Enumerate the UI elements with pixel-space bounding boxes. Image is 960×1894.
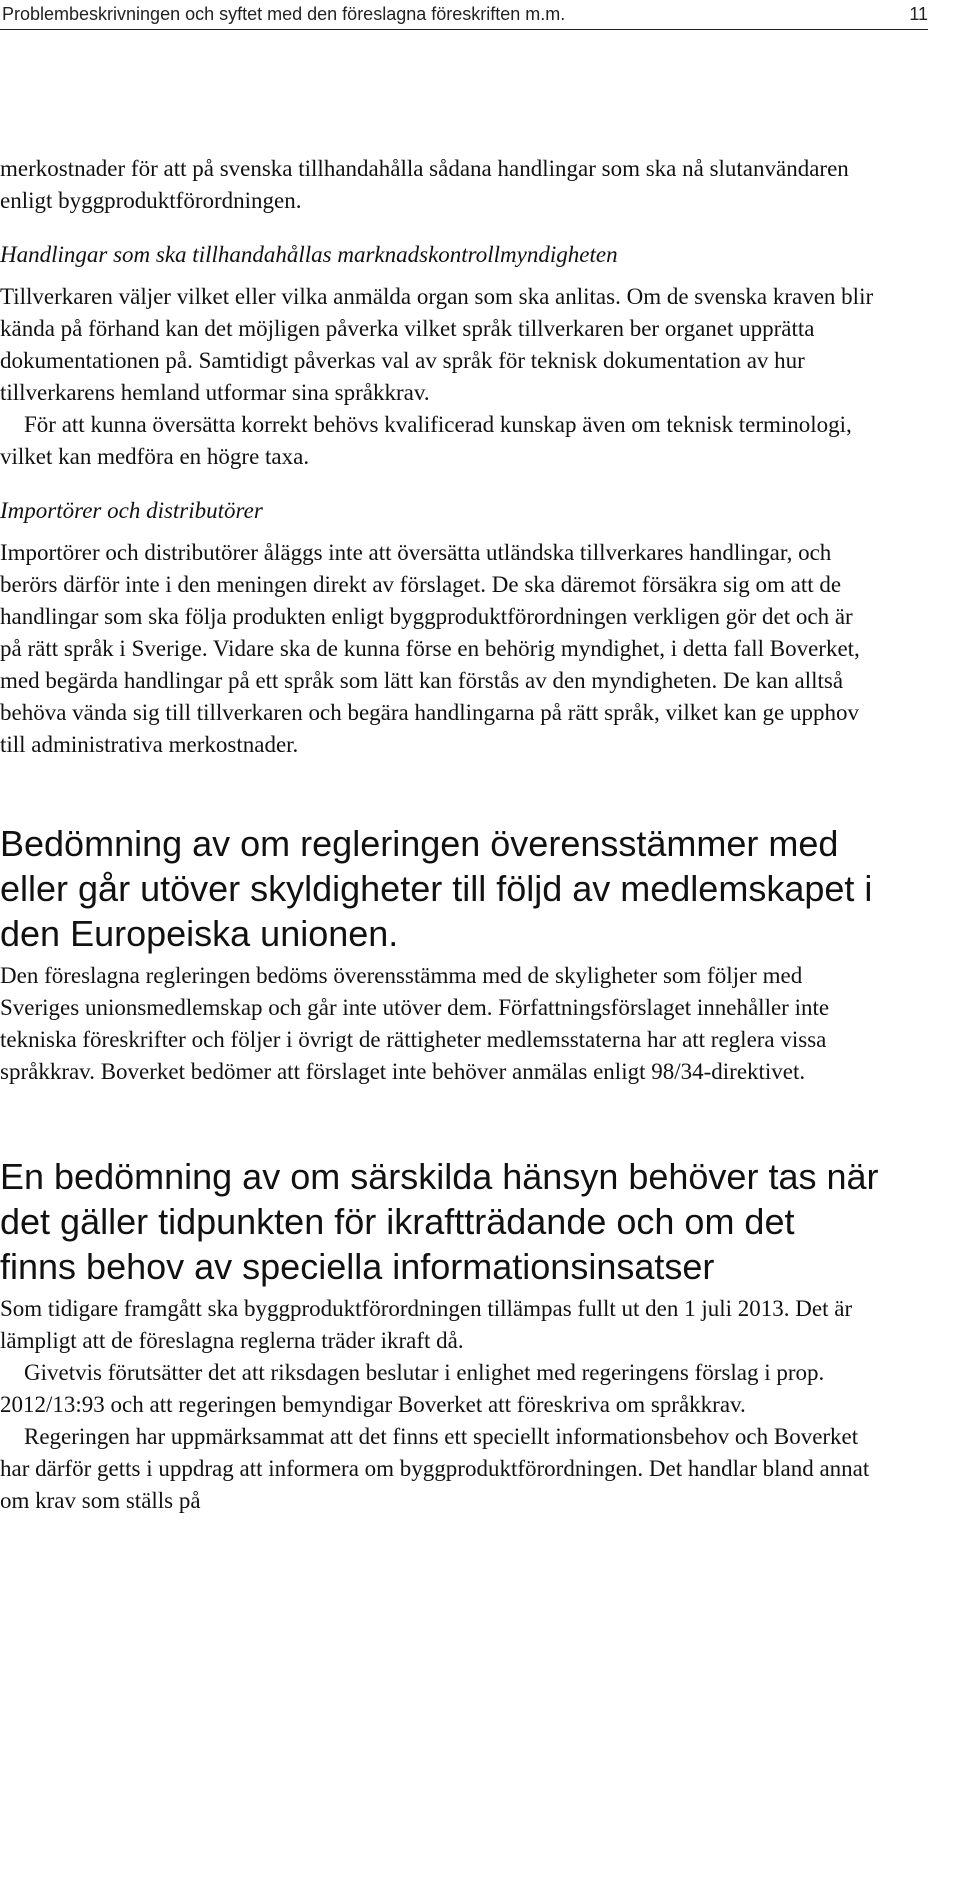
paragraph: Givetvis förutsätter det att riksdagen beslutar i enlighet med regeringens förslag i prop. 2012/13:93 och att regeringen bemyndigar Boverket att föreskriva om språkkrav.: [0, 1360, 825, 1417]
header-rule: [0, 29, 928, 30]
paragraph: För att kunna översätta korrekt behövs kvalificerad kunskap även om teknisk terminologi, vilket kan medföra en högre taxa.: [0, 412, 852, 469]
page-number: 11: [909, 4, 928, 24]
paragraph: Tillverkaren väljer vilket eller vilka anmälda organ som ska anlitas. Om de svenska kraven blir kända på förhand kan det möjligen påverka vilket språk tillverkaren ber organet upprätta dokumentationen på. Samtidigt påverkas val av språk för teknisk dokumentation av hur tillverkarens hemland utformar sina språkkrav.: [0, 284, 874, 405]
running-header: [0, 4, 928, 28]
paragraph: merkostnader för att på svenska tillhandahålla sådana handlingar som ska nå slutanvändaren enligt byggproduktförordningen.: [0, 156, 849, 213]
document-body: [0, 153, 880, 1517]
subsection-heading: Importörer och distributörer: [0, 498, 263, 523]
paragraph: Importörer och distributörer åläggs inte att översätta utländska tillverkares handlingar, och berörs därför inte i den meningen direkt av förslaget. De ska däremot försäkra sig om att de handlingar som ska följa produkten enligt byggproduktförordningen verkligen gör det och är på rätt språk i Sverige. Vidare ska de kunna förse en behörig myndighet, i detta fall Boverket, med begärda handlingar på ett språk som lätt kan förstås av den myndigheten. De kan alltså behöva vända sig till tillverkaren och begära handlingarna på rätt språk, vilket kan ge upphov till administrativa merkostnader.: [0, 540, 860, 757]
section-heading: Bedömning av om regleringen överensstämmer med eller går utöver skyldigheter till följd av medlemskapet i den Europeiska unionen.: [0, 823, 873, 954]
subsection-heading: Handlingar som ska tillhandahållas marknadskontrollmyndigheten: [0, 242, 618, 267]
paragraph: Den föreslagna regleringen bedöms överensstämma med de skyligheter som följer med Sveriges unionsmedlemskap och går inte utöver dem. Författningsförslaget innehåller inte tekniska föreskrifter och följer i övrigt de rättigheter medlemsstaterna har att reglera vissa språkkrav. Boverket bedömer att förslaget inte behöver anmälas enligt 98/34-direktivet.: [0, 963, 830, 1084]
paragraph: Regeringen har uppmärksammat att det finns ett speciellt informationsbehov och Boverket har därför getts i uppdrag att informera om byggproduktförordningen. Det handlar bland annat om krav som ställs på: [0, 1424, 870, 1513]
section-heading: En bedömning av om särskilda hänsyn behöver tas när det gäller tidpunkten för ikraftträdande och om det finns behov av speciella informationsinsatser: [0, 1156, 879, 1287]
paragraph: Som tidigare framgått ska byggproduktförordningen tillämpas fullt ut den 1 juli 2013. Det är lämpligt att de föreslagna reglerna träder ikraft då.: [0, 1296, 853, 1353]
running-header-title: Problembeskrivningen och syftet med den föreslagna föreskriften m.m.: [2, 4, 566, 24]
